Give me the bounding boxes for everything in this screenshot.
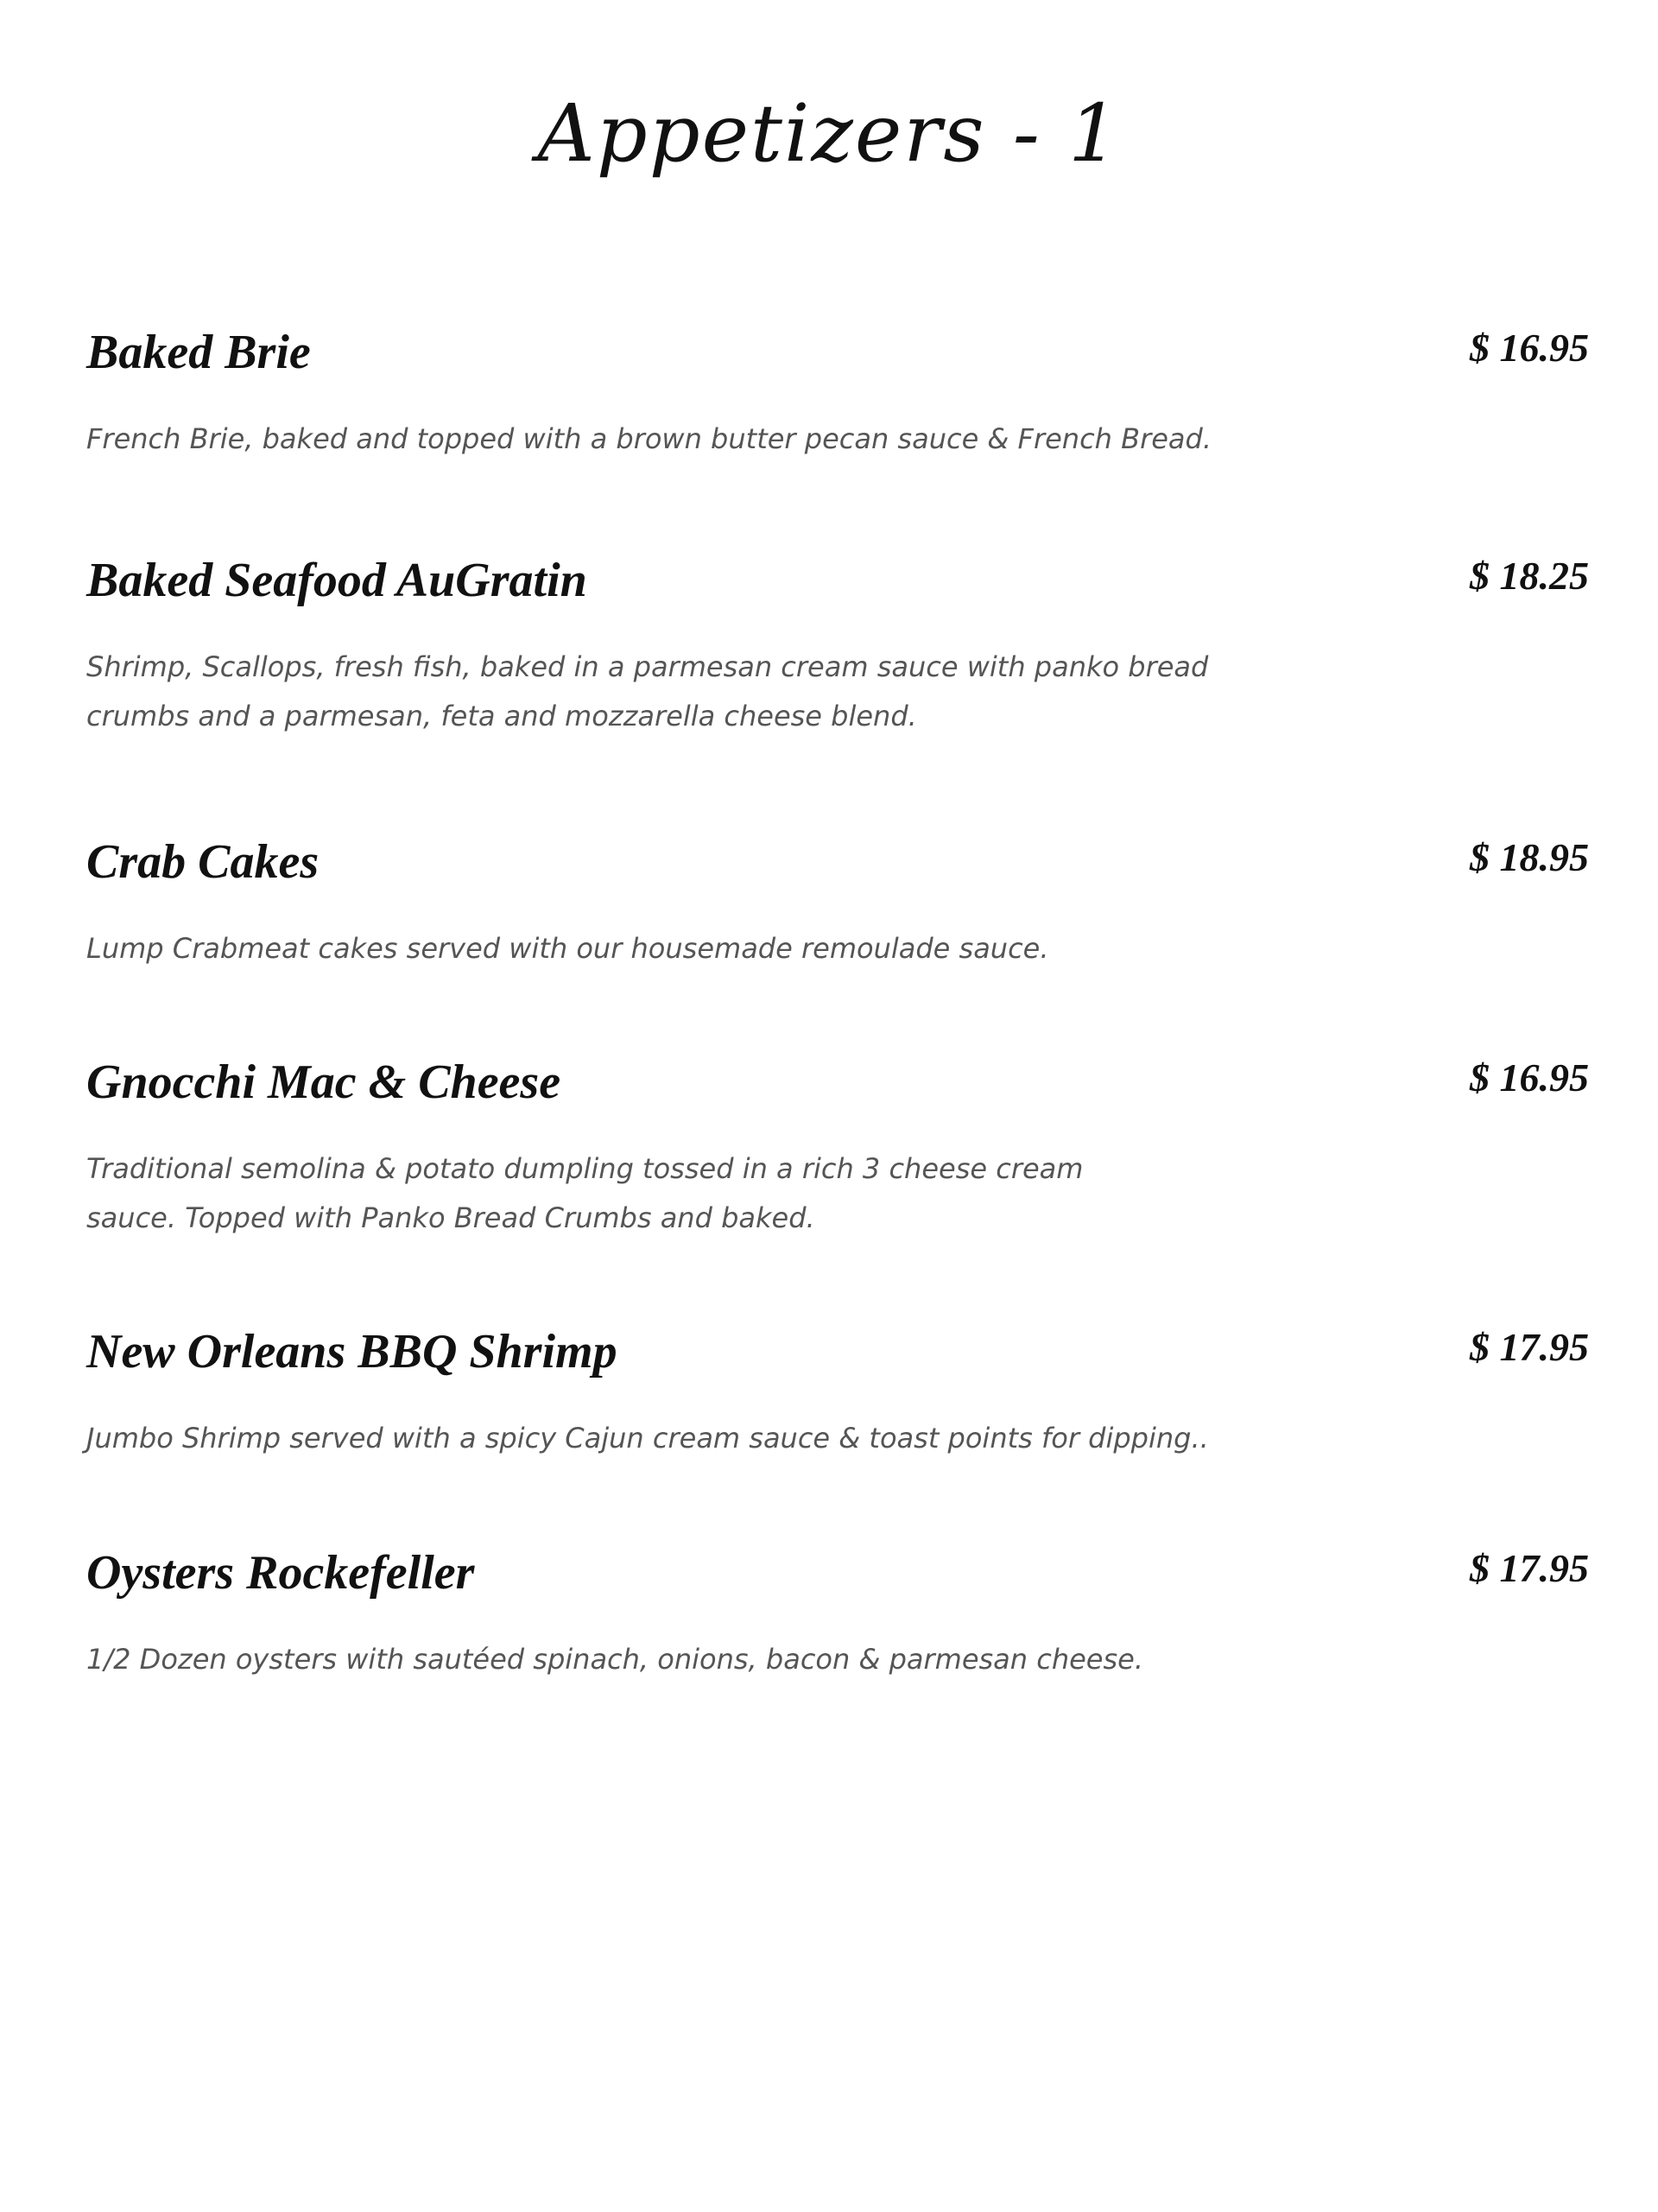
item-name: Gnocchi Mac & Cheese [86,1055,561,1109]
description-line: sauce. Topped with Panko Bread Crumbs and baked. [86,1201,815,1234]
item-name: Crab Cakes [86,835,320,889]
item-price: $ 17.95 [1470,1546,1589,1590]
item-description [86,1414,1244,1463]
description-line: Jumbo Shrimp served with a spicy Cajun cream sauce & toast points for dipping.. [86,1422,1209,1455]
description-line: Lump Crabmeat cakes served with our housemade remoulade sauce. [86,932,1049,965]
item-description [86,415,1244,464]
item-description [86,924,1244,973]
item-name: Oysters Rockefeller [86,1546,475,1600]
description-line: 1/2 Dozen oysters with sautéed spinach, onions, bacon & parmesan cheese. [86,1643,1144,1676]
item-description [86,643,1244,741]
item-name: Baked Brie [86,326,311,379]
description-line: Traditional semolina & potato dumpling tossed in a rich 3 cheese cream [86,1152,1084,1185]
item-name: Baked Seafood AuGratin [86,554,587,607]
description-line: crumbs and a parmesan, feta and mozzarella cheese blend. [86,700,917,732]
item-price: $ 18.95 [1470,835,1589,879]
item-price: $ 18.25 [1470,554,1589,598]
item-price: $ 17.95 [1470,1325,1589,1369]
item-price: $ 16.95 [1470,326,1589,370]
description-line: French Brie, baked and topped with a brown butter pecan sauce & French Bread. [86,422,1212,455]
item-description [86,1635,1244,1684]
description-line: Shrimp, Scallops, fresh fish, baked in a parmesan cream sauce with panko bread [86,650,1209,683]
item-price: $ 16.95 [1470,1055,1589,1100]
item-name: New Orleans BBQ Shrimp [86,1325,617,1379]
item-description [86,1144,1244,1243]
page-title: Appetizers - 1 [537,87,1121,180]
